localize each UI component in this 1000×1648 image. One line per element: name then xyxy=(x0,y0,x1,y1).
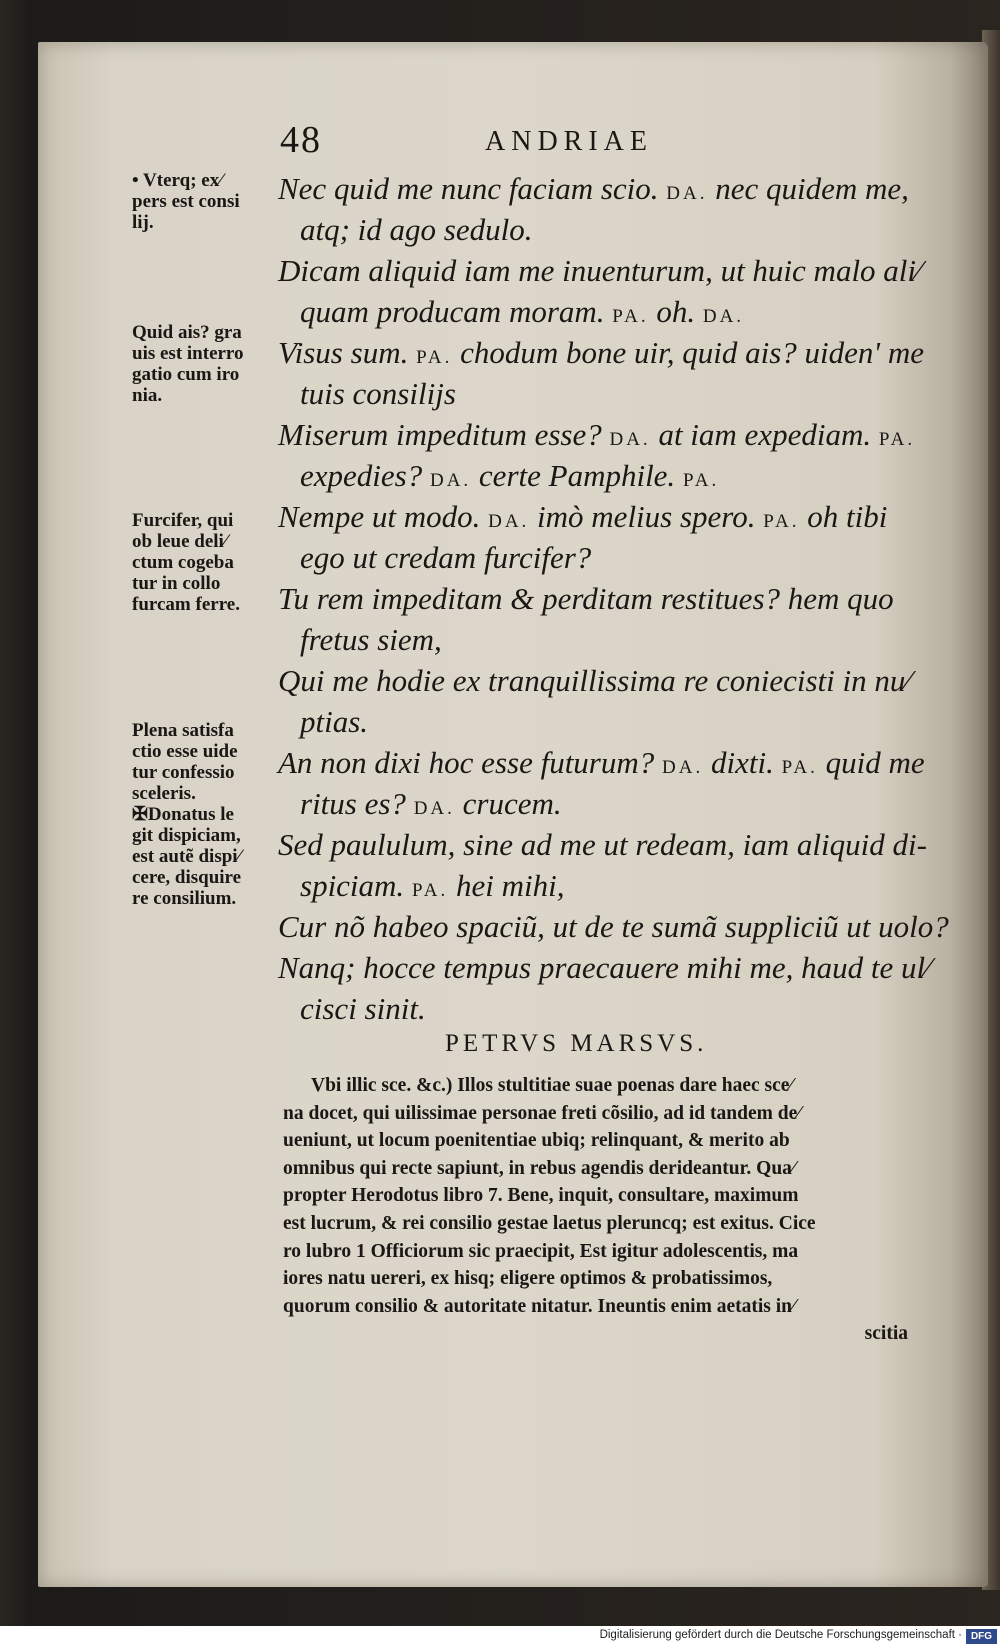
verse-line xyxy=(278,578,918,619)
marginal-note-line: re consilium. xyxy=(132,888,237,909)
verse-segment: imò melius spero. xyxy=(529,499,764,534)
speaker-tag: DA. xyxy=(413,798,455,819)
running-title: ANDRIAE xyxy=(485,126,653,157)
verse-line xyxy=(278,332,924,373)
commentary-text xyxy=(283,1072,908,1348)
verse-line xyxy=(278,455,918,496)
verse-segment: Dicam aliquid iam me inuenturum, ut huic malo ali⁄ xyxy=(278,253,922,288)
verse-line xyxy=(278,742,925,783)
speaker-tag: DA. xyxy=(429,470,472,491)
footer-bar xyxy=(0,1626,1000,1648)
marginal-note-line: est autẽ dispi⁄ xyxy=(132,846,241,867)
verse-line xyxy=(278,824,927,865)
commentary-line: scitia xyxy=(864,1323,908,1345)
marginal-note-line: git dispiciam, xyxy=(132,825,241,846)
verse-line xyxy=(278,168,918,209)
commentary-line: ueniunt, ut locum poenitentiae ubiq; relinquant, & merito ab xyxy=(283,1130,790,1152)
marginal-note-line: Furcifer, qui xyxy=(132,510,234,531)
commentary-line: est lucrum, & rei consilio gestae laetus pleruncq; est exitus. Cice xyxy=(283,1212,816,1234)
verse-segment: An non dixi hoc esse futurum? xyxy=(278,745,663,780)
verse-segment: spiciam. xyxy=(300,868,412,903)
commentary-line: quorum consilio & autoritate nitatur. Ineuntis enim aetatis in⁄ xyxy=(283,1295,796,1317)
verse-segment: atq; id ago sedulo. xyxy=(300,212,533,247)
marginal-note-line: pers est consi xyxy=(132,191,240,212)
verse-segment: Nanq; hocce tempus praecauere mihi me, haud te ul⁄ xyxy=(278,950,931,985)
marginal-note-line: ctio esse uide xyxy=(132,741,238,762)
verse-line xyxy=(278,619,918,660)
marginal-note-line: • Vterq; ex⁄ xyxy=(132,170,223,191)
marginal-note xyxy=(132,170,282,233)
speaker-tag: DA. xyxy=(666,183,708,204)
speaker-tag: PA. xyxy=(416,347,453,368)
commentary-line: Vbi illic sce. &c.) Illos stultitiae suae poenas dare haec sce⁄ xyxy=(311,1075,793,1096)
verse-line xyxy=(278,865,918,906)
marginal-note-line: nia. xyxy=(132,385,163,406)
page-number: 48 xyxy=(280,119,322,161)
verse-line xyxy=(278,250,922,291)
verse-segment: dixti. xyxy=(703,745,782,780)
dfg-logo: DFG xyxy=(966,1629,997,1644)
marginal-note xyxy=(132,510,282,615)
marginal-note-line: tur in collo xyxy=(132,573,221,594)
marginal-note xyxy=(132,322,282,406)
verse-line xyxy=(278,414,918,455)
speaker-tag: PA. xyxy=(763,511,800,532)
marginal-note-line: sceleris. xyxy=(132,783,196,804)
marginal-note-line: lij. xyxy=(132,212,154,233)
verse-segment: at iam expediam. xyxy=(650,417,879,452)
speaker-tag: PA. xyxy=(612,306,649,327)
commentary-heading: PETRVS MARSVS. xyxy=(445,1030,708,1057)
verse-line xyxy=(278,701,918,742)
running-head xyxy=(280,118,700,168)
marginal-note-line: uis est interro xyxy=(132,343,244,364)
verse-segment: expedies? xyxy=(300,458,430,493)
verse-segment: Qui me hodie ex tranquillissima re coniecisti in nu⁄ xyxy=(278,663,911,698)
speaker-tag: DA. xyxy=(662,757,704,778)
verse-segment: Nempe ut modo. xyxy=(278,499,489,534)
marginal-note-line: ctum cogeba xyxy=(132,552,234,573)
verse-segment: chodum bone uir, quid ais? uiden' me xyxy=(452,335,924,370)
marginal-note-line: furcam ferre. xyxy=(132,594,240,615)
verse-segment: Miserum impeditum esse? xyxy=(278,417,610,452)
verse-segment: quid me xyxy=(817,745,925,780)
marginal-note xyxy=(132,720,282,909)
verse-line xyxy=(278,537,918,578)
verse-line xyxy=(278,906,949,947)
commentary-line: ro lubro 1 Officiorum sic praecipit, Est igitur adolescentis, ma xyxy=(283,1240,799,1262)
verse-line xyxy=(278,988,918,1029)
marginal-note-line: ob leue deli⁄ xyxy=(132,531,228,552)
verse-segment: hei mihi, xyxy=(448,868,565,903)
verse-segment: nec quidem me, xyxy=(707,171,909,206)
footer-text: Digitalisierung gefördert durch die Deutsche Forschungsgemeinschaft · xyxy=(599,1629,962,1641)
verse-segment: ego ut credam furcifer? xyxy=(300,540,592,575)
verse-segment: cisci sinit. xyxy=(300,991,426,1026)
verse-segment: tuis consilijs xyxy=(300,376,456,411)
commentary-line: na docet, qui uilissimae personae freti cõsilio, ad id tandem de⁄ xyxy=(283,1102,801,1124)
verse-line xyxy=(278,209,918,250)
verse-line xyxy=(278,291,918,332)
marginal-note-line: ✠Donatus le xyxy=(132,804,234,825)
speaker-tag: DA. xyxy=(702,306,745,327)
verse-segment: certe Pamphile. xyxy=(471,458,683,493)
verse-segment: Visus sum. xyxy=(278,335,417,370)
verse-line xyxy=(278,947,931,988)
speaker-tag: PA. xyxy=(878,429,916,450)
verse-segment: crucem. xyxy=(454,786,562,821)
speaker-tag: DA. xyxy=(609,429,651,450)
verse-segment: quam producam moram. xyxy=(300,294,613,329)
speaker-tag: PA. xyxy=(682,470,720,491)
verse-segment: oh tibi xyxy=(799,499,888,534)
marginal-note-line: Quid ais? gra xyxy=(132,322,242,343)
verse-line xyxy=(278,660,918,701)
verse-segment: oh. xyxy=(648,294,703,329)
verse-segment: Nec quid me nunc faciam scio. xyxy=(278,171,667,206)
commentary-line: iores natu uereri, ex hisq; eligere optimos & probatissimos, xyxy=(283,1268,773,1290)
speaker-tag: PA. xyxy=(781,757,818,778)
marginal-note-line: Plena satisfa xyxy=(132,720,234,741)
verse-segment: Sed paululum, sine ad me ut redeam, iam aliquid di- xyxy=(278,827,927,862)
marginal-note-line: gatio cum iro xyxy=(132,364,240,385)
marginal-note-line: cere, disquire xyxy=(132,867,242,888)
verse-text xyxy=(278,168,949,1029)
verse-segment: fretus siem, xyxy=(300,622,442,657)
verse-segment: Tu rem impeditam & perditam restitues? hem quo xyxy=(278,581,894,616)
speaker-tag: PA. xyxy=(411,880,449,901)
commentary-line: propter Herodotus libro 7. Bene, inquit, consultare, maximum xyxy=(283,1185,799,1207)
verse-line xyxy=(278,373,918,414)
verse-line xyxy=(278,783,918,824)
marginal-note-line: tur confessio xyxy=(132,762,235,783)
verse-line xyxy=(278,496,918,537)
verse-segment: ptias. xyxy=(300,704,369,739)
verse-segment: ritus es? xyxy=(300,786,414,821)
verse-segment: Cur nõ habeo spaciũ, ut de te sumã suppliciũ ut uolo? xyxy=(278,909,949,944)
commentary-line: omnibus qui recte sapiunt, in rebus agendis derideantur. Qua⁄ xyxy=(283,1157,796,1179)
speaker-tag: DA. xyxy=(488,511,530,532)
